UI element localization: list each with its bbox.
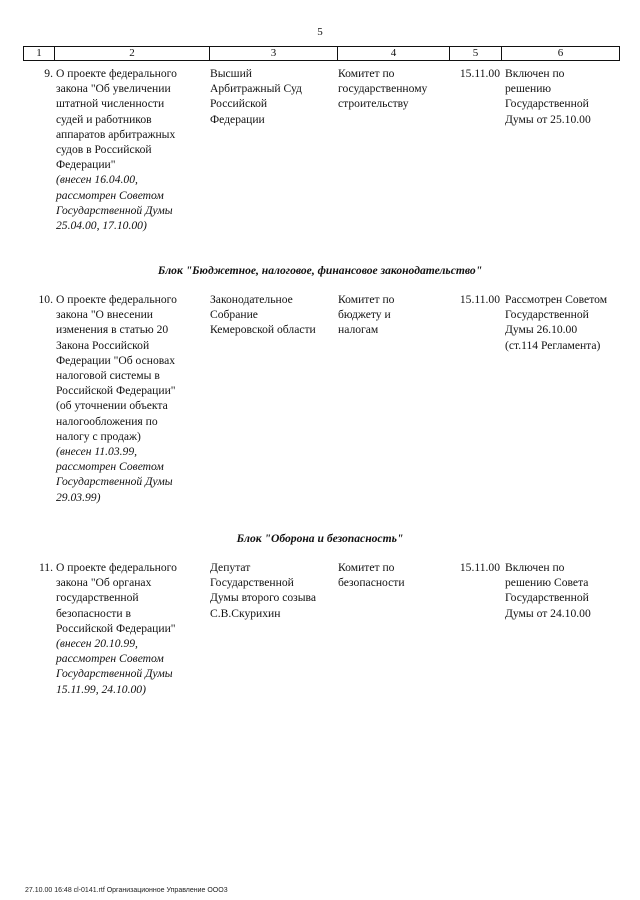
bill-title-line: закона "Об увеличении — [56, 82, 171, 96]
column-header: 3 — [210, 47, 338, 61]
committee-line: государственному — [338, 82, 428, 96]
initiator-line: Высший — [210, 67, 253, 80]
initiator-line: Арбитражный Суд — [210, 82, 302, 96]
bill-title-line: (об уточнении объекта — [56, 399, 168, 413]
committee-line: Комитет по — [338, 293, 395, 306]
bill-title-line: О проекте федерального — [56, 67, 177, 80]
committee-cell — [338, 292, 448, 338]
committee-line: бюджету и — [338, 308, 391, 322]
committee-line: безопасности — [338, 576, 405, 590]
initiator-line: С.В.Скурихин — [210, 606, 281, 620]
initiator-line: Российской — [210, 97, 268, 111]
initiator-line: Федерации — [210, 112, 265, 126]
bill-title-line: Российской Федерации" — [56, 384, 176, 398]
initiator-line: Государственной — [210, 576, 294, 590]
bill-note-line: рассмотрен Советом — [56, 652, 164, 666]
page-number: 5 — [317, 26, 323, 38]
bill-note-line: (внесен 16.04.00, — [56, 173, 138, 187]
initiator-line: Депутат — [210, 561, 251, 574]
bill-title-line: Федерации" — [56, 158, 116, 172]
section-block-title: Блок "Оборона и безопасность" — [236, 532, 404, 545]
committee-line: Комитет по — [338, 67, 395, 80]
status-cell — [505, 560, 623, 621]
bill-note-line: 15.11.99, 24.10.00) — [56, 682, 146, 696]
initiator-line: Думы второго созыва — [210, 591, 317, 605]
initiator-line: Кемеровской области — [210, 323, 316, 337]
date-cell: 15.11.00 — [459, 561, 500, 574]
initiator-cell — [210, 560, 336, 621]
status-cell — [505, 292, 623, 353]
status-line: Включен по — [505, 67, 565, 80]
status-line: Государственной — [505, 97, 589, 111]
bill-note-line: (внесен 20.10.99, — [56, 637, 138, 651]
committee-line: Комитет по — [338, 561, 395, 574]
bill-title-line: О проекте федерального — [56, 293, 177, 306]
column-header: 6 — [502, 47, 620, 61]
bill-title-cell — [56, 560, 206, 697]
bill-note-line: рассмотрен Советом — [56, 188, 164, 202]
column-header: 5 — [450, 47, 502, 61]
committee-cell — [338, 560, 448, 590]
bill-title-line: безопасности в — [56, 606, 131, 620]
bill-title-line: государственной — [56, 591, 139, 605]
initiator-line: Законодательное — [210, 293, 293, 306]
status-line: Думы от 25.10.00 — [505, 112, 591, 126]
bill-title-line: Российской Федерации" — [56, 621, 176, 635]
committee-line: налогам — [338, 323, 379, 337]
bill-title-line: изменения в статью 20 — [56, 323, 169, 337]
committee-cell — [338, 66, 448, 112]
initiator-line: Собрание — [210, 308, 258, 322]
date-cell: 15.11.00 — [459, 293, 500, 306]
status-line: Рассмотрен Советом — [505, 293, 608, 306]
bill-note-line: Государственной Думы — [56, 475, 173, 489]
bill-title-line: О проекте федерального — [56, 561, 177, 574]
bill-note-line: (внесен 11.03.99, — [56, 445, 138, 459]
row-number: 11. — [38, 561, 53, 574]
bill-note-line: Государственной Думы — [56, 203, 173, 217]
section-block-title: Блок "Бюджетное, налоговое, финансовое законодательство" — [157, 264, 483, 277]
bill-title-line: закона "О внесении — [56, 308, 153, 322]
status-cell — [505, 66, 623, 127]
column-header-row — [24, 47, 620, 61]
bill-title-line: налогу с продаж) — [56, 429, 141, 443]
bill-title-line: закона "Об органах — [56, 576, 152, 590]
status-line: Думы от 24.10.00 — [505, 606, 591, 620]
status-line: Включен по — [505, 561, 565, 574]
bill-note-line: Государственной Думы — [56, 667, 173, 681]
status-line: Государственной — [505, 591, 589, 605]
initiator-cell — [210, 292, 336, 338]
fax-footer: 27.10.00 16:48 cl-0141.rtf Организационное Управление ООО3 — [25, 887, 228, 894]
bill-title-cell — [56, 292, 206, 505]
column-header: 1 — [24, 47, 55, 61]
column-header-table — [23, 46, 620, 61]
bill-note-line: 25.04.00, 17.10.00) — [56, 219, 147, 233]
committee-line: строительству — [338, 97, 409, 111]
bill-title-line: штатной численности — [56, 97, 165, 111]
bill-note-line: рассмотрен Советом — [56, 460, 164, 474]
row-number: 9. — [44, 67, 53, 80]
column-header: 4 — [338, 47, 450, 61]
row-number: 10. — [38, 293, 53, 306]
bill-title-line: налогообложения по — [56, 414, 158, 428]
bill-title-line: аппаратов арбитражных — [56, 127, 176, 141]
date-cell: 15.11.00 — [459, 67, 500, 80]
status-line: (ст.114 Регламента) — [505, 338, 601, 352]
status-line: решению — [505, 82, 552, 96]
column-header: 2 — [55, 47, 210, 61]
initiator-cell — [210, 66, 336, 127]
bill-title-line: судов в Российской — [56, 143, 152, 157]
bill-title-line: судей и работников — [56, 112, 152, 126]
status-line: Думы 26.10.00 — [505, 323, 578, 337]
bill-note-line: 29.03.99) — [56, 490, 101, 504]
bill-title-line: Закона Российской — [56, 338, 150, 352]
bill-title-cell — [56, 66, 206, 233]
status-line: решению Совета — [505, 576, 589, 590]
status-line: Государственной — [505, 308, 589, 322]
bill-title-line: Федерации "Об основах — [56, 353, 176, 367]
bill-title-line: налоговой системы в — [56, 369, 160, 383]
